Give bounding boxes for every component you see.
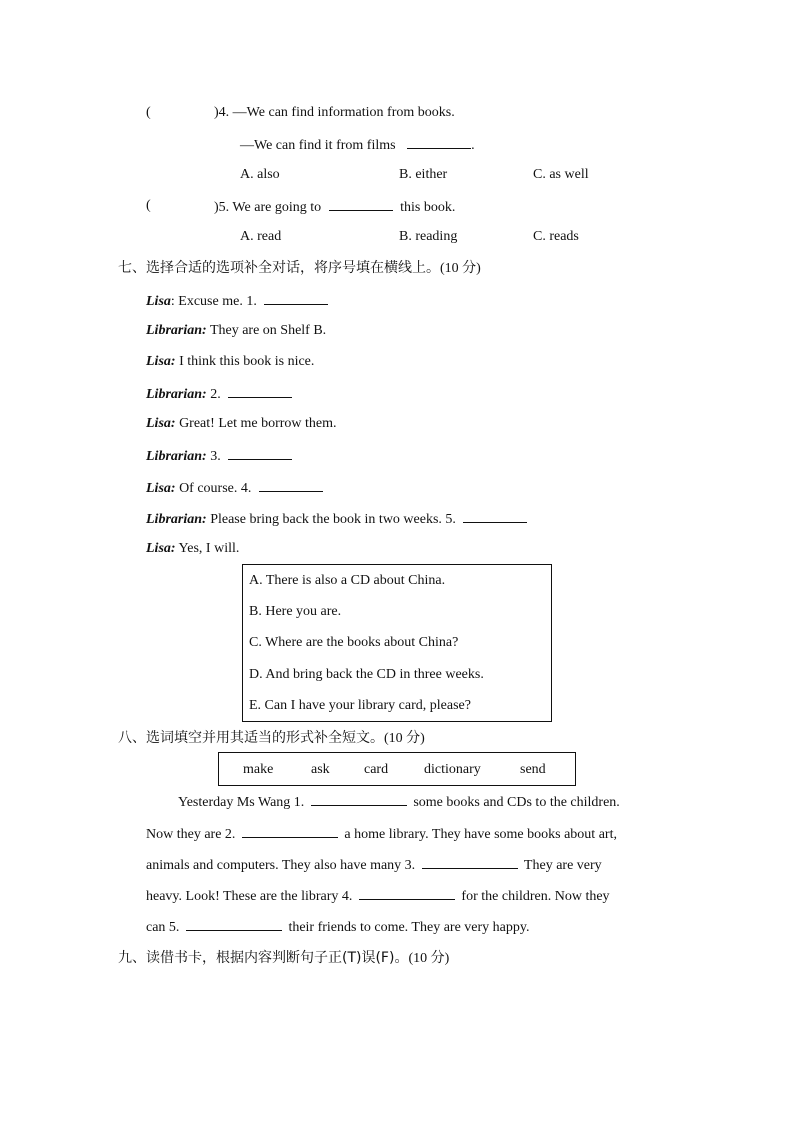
- speaker-librarian: Librarian:: [146, 323, 207, 338]
- passage-l3b: They are very: [523, 858, 602, 873]
- section7-heading: [118, 259, 481, 278]
- speaker-lisa: Lisa:: [146, 481, 176, 496]
- option-a: A. There is also a CD about China.: [249, 573, 446, 588]
- option-e: E. Can I have your library card, please?: [249, 698, 471, 713]
- dialogue-line-4: [146, 384, 292, 404]
- q4-answer-blank[interactable]: [407, 135, 471, 149]
- passage-blank-2[interactable]: [242, 824, 338, 838]
- speaker-colon: :: [170, 294, 175, 309]
- dialogue-line-1: [146, 291, 328, 311]
- passage-l5b: their friends to come. They are very happy.: [288, 920, 530, 935]
- dialogue-text-7: Of course. 4.: [179, 481, 252, 496]
- dialogue-text-1: Excuse me. 1.: [178, 294, 257, 309]
- q4-line1: —We can find information from books.: [232, 105, 455, 120]
- dialogue-line-9: [146, 540, 239, 558]
- q4-line2: [240, 135, 475, 155]
- section8-heading: [118, 729, 425, 748]
- speaker-lisa: Lisa: [146, 294, 171, 309]
- q4-number: [214, 104, 455, 122]
- passage-l1b: some books and CDs to the children.: [413, 795, 620, 810]
- q5-option-a: A. read: [240, 229, 282, 244]
- section8-score: (10 分): [384, 731, 425, 746]
- word-card: card: [364, 762, 389, 777]
- passage-blank-1[interactable]: [311, 792, 407, 806]
- dialogue-text-9: Yes, I will.: [178, 541, 240, 556]
- q5-line: [214, 197, 455, 217]
- dialogue-text-5: Great! Let me borrow them.: [179, 416, 337, 431]
- passage-l1a: Yesterday Ms Wang 1.: [178, 795, 305, 810]
- passage-line-1: [178, 792, 620, 812]
- section9-score: (10 分): [408, 951, 450, 966]
- speaker-lisa: Lisa:: [146, 416, 176, 431]
- passage-l3a: animals and computers. They also have many 3.: [146, 858, 416, 873]
- speaker-librarian: Librarian:: [146, 449, 207, 464]
- passage-blank-5[interactable]: [186, 917, 282, 931]
- word-make: make: [243, 762, 274, 777]
- q4-paren-open: (: [146, 105, 151, 120]
- dialogue-text-8: Please bring back the book in two weeks. 5.: [210, 512, 456, 527]
- passage-blank-4[interactable]: [359, 886, 455, 900]
- dialogue-line-6: [146, 446, 292, 466]
- q4-option-a: A. also: [240, 167, 280, 182]
- speaker-librarian: Librarian:: [146, 387, 207, 402]
- section9-heading: [118, 949, 449, 968]
- passage-blank-3[interactable]: [422, 855, 518, 869]
- q5-answer-blank[interactable]: [329, 197, 393, 211]
- option-d: D. And bring back the CD in three weeks.: [249, 667, 484, 682]
- option-b: B. Here you are.: [249, 604, 342, 619]
- q5-option-b: B. reading: [399, 229, 458, 244]
- dialogue-text-4: 2.: [210, 387, 221, 402]
- dialogue-text-6: 3.: [210, 449, 221, 464]
- passage-l2b: a home library. They have some books about art,: [344, 827, 617, 842]
- section8-heading-text: 八、选词填空并用其适当的形式补全短文。: [118, 730, 384, 746]
- word-send: send: [520, 762, 546, 777]
- q5-before: We are going to: [232, 200, 322, 215]
- word-ask: ask: [311, 762, 330, 777]
- dialogue-line-8: [146, 509, 527, 529]
- passage-line-4: [146, 886, 610, 906]
- q4-option-b: B. either: [399, 167, 448, 182]
- section9-heading-text: 九、读借书卡，根据内容判断句子正(T)误(F)。: [118, 950, 409, 966]
- passage-l4a: heavy. Look! These are the library 4.: [146, 889, 353, 904]
- passage-l4b: for the children. Now they: [461, 889, 610, 904]
- dialogue-line-2: [146, 322, 326, 340]
- dialogue-line-7: [146, 478, 323, 498]
- passage-l5a: can 5.: [146, 920, 180, 935]
- section7-score: (10 分): [440, 261, 481, 276]
- passage-l2a: Now they are 2.: [146, 827, 236, 842]
- dialogue-text-2: They are on Shelf B.: [209, 323, 327, 338]
- dialogue-blank-4[interactable]: [259, 478, 323, 492]
- passage-line-3: [146, 855, 602, 875]
- dialogue-line-3: [146, 353, 314, 371]
- option-c: C. Where are the books about China?: [249, 635, 459, 650]
- q4-line2-end: .: [471, 138, 475, 153]
- dialogue-blank-2[interactable]: [228, 384, 292, 398]
- dialogue-blank-5[interactable]: [463, 509, 527, 523]
- speaker-lisa: Lisa:: [146, 354, 176, 369]
- passage-line-5: [146, 917, 529, 937]
- q4-line2-text: —We can find it from films: [240, 138, 396, 153]
- q4-option-c: C. as well: [533, 167, 589, 182]
- speaker-lisa: Lisa:: [146, 541, 176, 556]
- q5-number-text: )5.: [214, 200, 230, 215]
- passage-line-2: [146, 824, 617, 844]
- q5-paren-open: (: [146, 198, 151, 213]
- q4-number-text: )4.: [214, 105, 230, 120]
- q5-option-c: C. reads: [533, 229, 579, 244]
- word-dictionary: dictionary: [424, 762, 481, 777]
- dialogue-text-3: I think this book is nice.: [179, 354, 315, 369]
- speaker-librarian: Librarian:: [146, 512, 207, 527]
- dialogue-blank-3[interactable]: [228, 446, 292, 460]
- dialogue-line-5: [146, 415, 337, 433]
- dialogue-blank-1[interactable]: [264, 291, 328, 305]
- q5-after: this book.: [400, 200, 456, 215]
- section7-heading-text: 七、选择合适的选项补全对话，将序号填在横线上。: [118, 260, 440, 276]
